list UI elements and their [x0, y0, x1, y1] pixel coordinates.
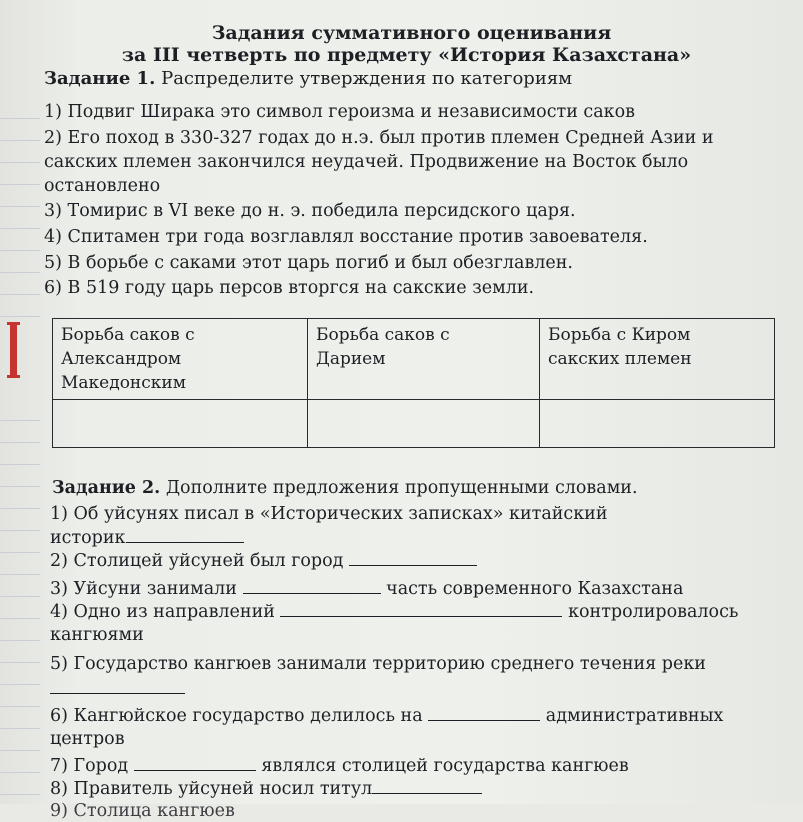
blank-historian[interactable] — [126, 527, 244, 543]
sentence-8: 8) Правитель уйсуней носил титул — [50, 778, 482, 800]
sentence-2: 2) Столицей уйсуней был город — [50, 550, 477, 572]
statement-2-end: остановлено — [44, 176, 161, 196]
page-subtitle: за III четверть по предмету «История Казахстана» — [121, 44, 692, 66]
blank-territory-part[interactable] — [243, 578, 381, 594]
answer-cell-alexander[interactable] — [53, 400, 308, 448]
task2-instruction: Дополните предложения пропущенными словами. — [165, 478, 638, 498]
margin-marker — [10, 322, 17, 378]
sentence-6: 6) Кангюйское государство делилось на административных — [50, 706, 724, 726]
sentence-6-cont: центров — [50, 729, 125, 749]
task1-header — [44, 68, 572, 90]
blank-capital-city[interactable] — [349, 550, 477, 566]
statement-2-cont: сакских племен закончился неудачей. Продвижение на Восток было — [44, 152, 689, 172]
category-alexander: Борьба саков с Александром Македонским — [53, 319, 308, 400]
sentence-5-cont — [50, 678, 185, 700]
blank-number[interactable] — [428, 705, 540, 721]
statement-4: 4) Спитамен три года возглавлял восстание против завоевателя. — [44, 227, 648, 247]
sentence-1-cont: историк — [50, 527, 244, 549]
statement-1: 1) Подвиг Ширака это символ героизма и независимости саков — [44, 102, 635, 122]
category-cyrus: Борьба с Киром сакских племен — [540, 319, 775, 400]
sentence-3: 3) Уйсуни занимали часть современного Казахстана — [50, 579, 684, 599]
sentence-4: 4) Одно из направлений контролировалось — [50, 602, 739, 622]
table-header-row — [53, 319, 775, 400]
sentence-9: 9) Столица кангюев — [50, 801, 235, 821]
blank-river[interactable] — [50, 678, 185, 694]
task2-header — [52, 477, 638, 499]
sentence-7: 7) Город являлся столицей государства кангюев — [50, 756, 629, 776]
answer-row — [53, 400, 775, 448]
answer-cell-cyrus[interactable] — [540, 400, 775, 448]
task1-heading: Задание 1. — [44, 68, 156, 89]
blank-direction[interactable] — [280, 601, 562, 617]
notebook-margin — [0, 0, 40, 804]
blank-city[interactable] — [134, 755, 256, 771]
sentence-5: 5) Государство кангюев занимали территорию среднего течения реки — [50, 654, 706, 674]
answer-cell-darius[interactable] — [308, 400, 540, 448]
sentence-4-cont: кангюями — [50, 625, 144, 645]
statement-2: 2) Его поход в 330-327 годах до н.э. был против племен Средней Азии и — [44, 128, 714, 148]
blank-title[interactable] — [372, 778, 482, 794]
statement-3: 3) Томирис в VI веке до н. э. победила персидского царя. — [44, 201, 576, 221]
task1-instruction: Распределите утверждения по категориям — [161, 68, 573, 89]
category-table — [52, 318, 775, 448]
page-title: Задания суммативного оценивания — [211, 22, 612, 44]
sentence-1: 1) Об уйсунях писал в «Исторических записках» китайский — [50, 504, 608, 524]
statement-5: 5) В борьбе с саками этот царь погиб и был обезглавлен. — [44, 253, 573, 273]
statement-6: 6) В 519 году царь персов вторгся на сакские земли. — [44, 278, 535, 298]
category-darius: Борьба саков с Дарием — [308, 319, 540, 400]
task2-heading: Задание 2. — [52, 478, 161, 498]
